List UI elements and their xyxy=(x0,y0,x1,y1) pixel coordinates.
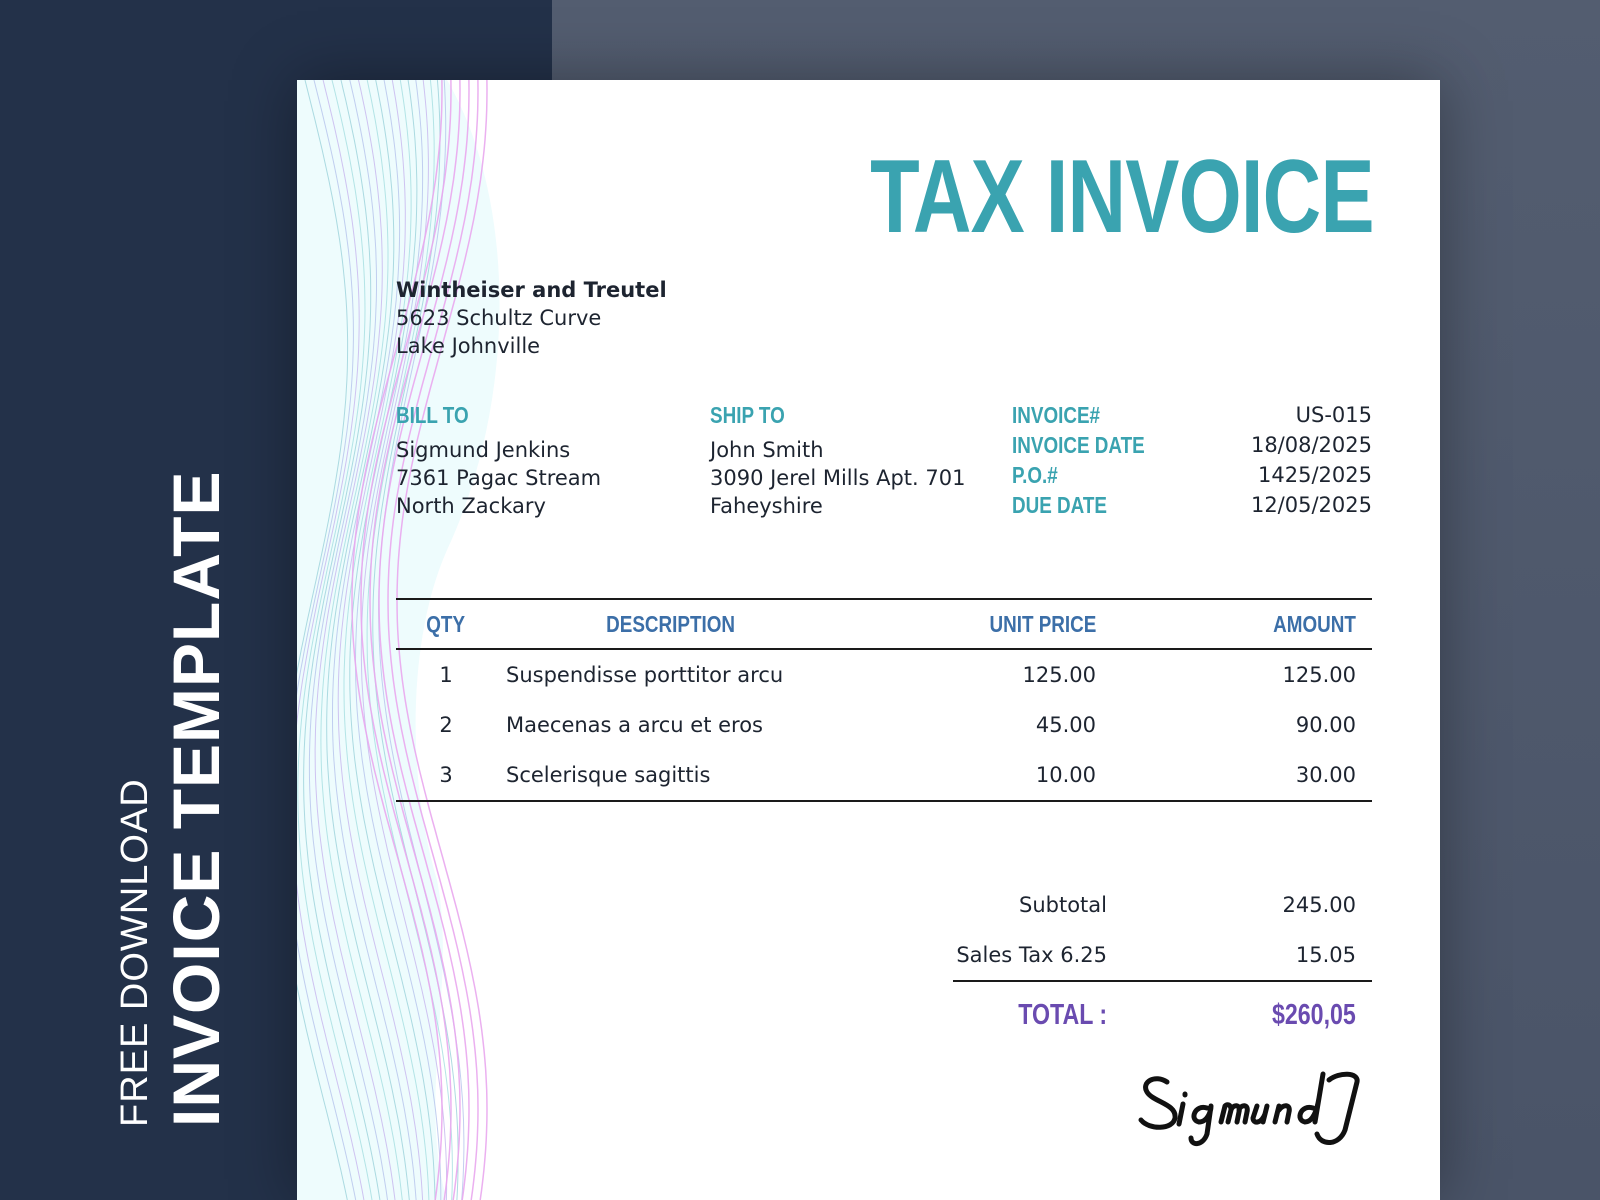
meta-value: 12/05/2025 xyxy=(1250,493,1372,517)
table-row xyxy=(396,750,1372,801)
table-row xyxy=(396,649,1372,700)
subtotal-row xyxy=(953,880,1372,930)
meta-row-invoice-date xyxy=(1012,430,1372,460)
side-caption-small: FREE DOWNLOAD xyxy=(114,778,156,1127)
totals-block xyxy=(953,880,1372,1048)
column-header-description: DESCRIPTION xyxy=(496,599,836,649)
meta-row-due-date xyxy=(1012,490,1372,520)
ship-to-block xyxy=(710,400,965,520)
cell-unit-price: 45.00 xyxy=(1035,713,1096,737)
tax-label: Sales Tax 6.25 xyxy=(956,943,1107,967)
cell-amount: 90.00 xyxy=(1295,713,1356,737)
cell-unit-price: 10.00 xyxy=(836,750,1096,801)
cell-unit-price: 125.00 xyxy=(1022,663,1096,687)
company-address-line1: 5623 Schultz Curve xyxy=(396,306,602,330)
meta-label: DUE DATE xyxy=(1012,492,1108,518)
column-header-unit-price: UNIT PRICE xyxy=(836,599,1096,649)
cell-description: Suspendisse porttitor arcu xyxy=(506,663,784,687)
invoice-meta xyxy=(1012,400,1372,520)
tax-value: 15.05 xyxy=(1295,943,1356,967)
side-caption-big: INVOICE TEMPLATE xyxy=(159,470,233,1127)
ship-to-label: SHIP TO xyxy=(710,402,785,428)
subtotal-label: Subtotal xyxy=(1019,893,1107,917)
ship-to-name: John Smith xyxy=(710,438,824,462)
invoice-sheet xyxy=(297,80,1440,1200)
subtotal-value: 245.00 xyxy=(1282,893,1356,917)
meta-label: INVOICE# xyxy=(1012,402,1101,428)
meta-value: 1425/2025 xyxy=(1258,463,1372,487)
ship-to-line1: 3090 Jerel Mills Apt. 701 xyxy=(710,466,966,490)
cell-amount: 30.00 xyxy=(1096,750,1372,801)
bill-to-label: BILL TO xyxy=(396,402,469,428)
bill-to-block xyxy=(396,400,601,520)
invoice-title: TAX INVOICE xyxy=(870,139,1374,255)
meta-label: INVOICE DATE xyxy=(1012,432,1145,458)
cell-description: Maecenas a arcu et eros xyxy=(506,713,763,737)
bill-to-name: Sigmund Jenkins xyxy=(396,438,571,462)
total-value: $260,05 xyxy=(1272,998,1356,1031)
meta-row-invoice-number xyxy=(1012,400,1372,430)
company-address-line2: Lake Johnville xyxy=(396,334,541,358)
tax-row xyxy=(953,930,1372,980)
cell-qty: 2 xyxy=(439,713,453,737)
ship-to-line2: Faheyshire xyxy=(710,494,823,518)
column-header-qty: QTY xyxy=(396,599,496,649)
bill-to-line2: North Zackary xyxy=(396,494,546,518)
meta-value: US-015 xyxy=(1295,403,1372,427)
bill-to-line1: 7361 Pagac Stream xyxy=(396,466,602,490)
table-row xyxy=(396,700,1372,750)
total-label: TOTAL : xyxy=(1018,998,1107,1031)
column-header-amount: AMOUNT xyxy=(1096,599,1372,649)
company-name: Wintheiser and Treutel xyxy=(396,278,667,302)
signature-image xyxy=(1133,1060,1373,1150)
cell-amount: 125.00 xyxy=(1282,663,1356,687)
line-items-table xyxy=(396,598,1372,802)
meta-label: P.O.# xyxy=(1012,462,1058,488)
table-header-row xyxy=(396,599,1372,649)
company-block xyxy=(396,276,667,360)
cell-qty: 3 xyxy=(396,750,496,801)
meta-value: 18/08/2025 xyxy=(1250,433,1372,457)
cell-qty: 1 xyxy=(439,663,453,687)
meta-row-po-number xyxy=(1012,460,1372,490)
total-row xyxy=(953,982,1372,1048)
cell-description: Scelerisque sagittis xyxy=(496,750,836,801)
side-caption xyxy=(115,471,231,1127)
